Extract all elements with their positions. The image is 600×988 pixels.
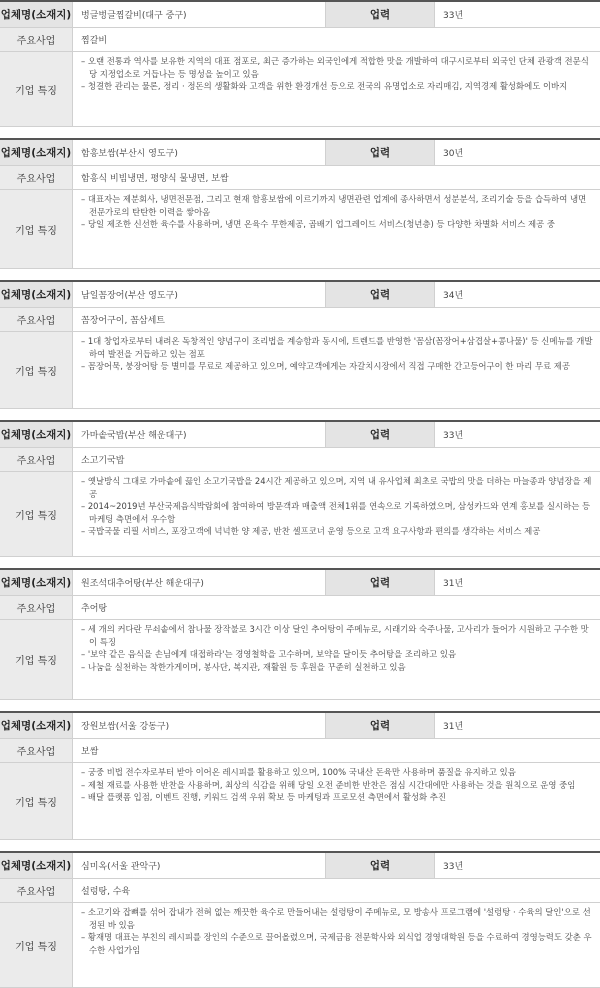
company-block xyxy=(0,138,600,269)
block-gap xyxy=(0,557,600,568)
company-years: 31년 xyxy=(434,570,600,595)
business-label: 주요사업 xyxy=(0,739,72,762)
business-row xyxy=(0,166,600,190)
company-header-row xyxy=(0,853,600,879)
company-header-row xyxy=(0,570,600,596)
business-label: 주요사업 xyxy=(0,166,72,189)
company-header-row xyxy=(0,2,600,28)
company-name: 남일꼼장어(부산 영도구) xyxy=(72,282,325,307)
years-label: 업력 xyxy=(325,570,434,595)
business-label: 주요사업 xyxy=(0,879,72,902)
feature-item: – 세 개의 커다란 무쇠솥에서 참나물 장작불로 3시간 이상 달인 추어탕이 주메뉴로, 시래기와 숙주나물, 고사리가 들어가 시원하고 구수한 맛이 특징 xyxy=(81,624,589,647)
company-business: 보쌈 xyxy=(72,739,600,762)
feature-item: – 청결한 관리는 물론, 정리 · 정돈의 생활화와 고객을 위한 환경개선 등으로 전국의 유명업소로 자리매김, 지역경제 활성화에도 이바지 xyxy=(81,81,568,91)
company-business: 설렁탕, 수육 xyxy=(72,879,600,902)
business-row xyxy=(0,308,600,332)
feature-item: – 궁중 비법 전수자로부터 받아 이어온 레시피를 활용하고 있으며, 100% 국내산 돈육만 사용하며 품질을 유지하고 있음 xyxy=(81,767,516,777)
business-label: 주요사업 xyxy=(0,448,72,471)
features-list xyxy=(72,620,600,699)
years-label: 업력 xyxy=(325,282,434,307)
features-row xyxy=(0,763,600,840)
features-row xyxy=(0,52,600,127)
feature-item: – 배달 플랫폼 입점, 이벤트 진행, 키워드 검색 우위 확보 등 마케팅과 프로모션 측면에서 활성화 추진 xyxy=(81,792,446,802)
features-label: 기업 특징 xyxy=(0,332,72,408)
block-gap xyxy=(0,269,600,280)
company-label: 업체명(소재지) xyxy=(0,140,72,165)
features-row xyxy=(0,332,600,409)
features-list xyxy=(72,763,600,839)
feature-item: – 나눔을 실천하는 착한가게이며, 봉사단, 복지관, 재활원 등 후원을 꾸준히 실천하고 있음 xyxy=(81,661,406,672)
block-gap xyxy=(0,409,600,420)
business-row xyxy=(0,448,600,472)
years-label: 업력 xyxy=(325,713,434,738)
company-name: 벙글벙글찜갈비(대구 중구) xyxy=(72,2,325,27)
company-years: 33년 xyxy=(434,422,600,447)
business-label: 주요사업 xyxy=(0,28,72,51)
feature-item: – 2014~2019년 부산국제음식박람회에 참여하여 방문객과 매출액 전체1위를 연속으로 기록하였으며, 삼성카드와 연계 홍보를 실시하는 등 마케팅 측면에서 우수함 xyxy=(81,501,591,524)
company-header-row xyxy=(0,422,600,448)
feature-item: – 당일 제조한 신선한 육수를 사용하며, 냉면 온육수 무한제공, 곱배기 업그레이드 서비스(청년층) 등 다양한 차별화 서비스 제공 중 xyxy=(81,219,555,229)
feature-item: – 옛날방식 그대로 가마솥에 끓인 소고기국밥을 24시간 제공하고 있으며, 지역 내 유사업체 최초로 국밥의 맛을 더하는 마늘종과 양념장을 제공 xyxy=(81,476,592,499)
company-name: 원조석대추어탕(부산 해운대구) xyxy=(72,570,325,595)
company-business: 찜갈비 xyxy=(72,28,600,51)
feature-item: – 오랜 전통과 역사를 보유한 지역의 대표 점포로, 최근 증가하는 외국인에게 적합한 맛을 개발하여 대구시로부터 외국인 단체 관광객 전문식당 지정업소로 거듭나는 등 명성을 높이고 있음 xyxy=(81,56,589,79)
company-business: 소고기국밥 xyxy=(72,448,600,471)
company-label: 업체명(소재지) xyxy=(0,2,72,27)
features-label: 기업 특징 xyxy=(0,620,72,699)
years-label: 업력 xyxy=(325,2,434,27)
company-years: 34년 xyxy=(434,282,600,307)
company-years: 33년 xyxy=(434,2,600,27)
features-list xyxy=(72,52,600,126)
company-years: 31년 xyxy=(434,713,600,738)
company-label: 업체명(소재지) xyxy=(0,282,72,307)
company-business: 함흥식 비빔냉면, 평양식 물냉면, 보쌈 xyxy=(72,166,600,189)
company-block xyxy=(0,568,600,700)
block-gap xyxy=(0,700,600,711)
features-label: 기업 특징 xyxy=(0,763,72,839)
company-name: 함흥보쌈(부산시 영도구) xyxy=(72,140,325,165)
features-label: 기업 특징 xyxy=(0,190,72,268)
business-row xyxy=(0,28,600,52)
features-label: 기업 특징 xyxy=(0,472,72,556)
features-label: 기업 특징 xyxy=(0,903,72,987)
block-gap xyxy=(0,840,600,851)
company-block xyxy=(0,280,600,409)
company-header-row xyxy=(0,282,600,308)
business-row xyxy=(0,879,600,903)
business-label: 주요사업 xyxy=(0,308,72,331)
years-label: 업력 xyxy=(325,140,434,165)
features-label: 기업 특징 xyxy=(0,52,72,126)
feature-item: – 황재명 대표는 부친의 레시피를 장인의 수준으로 끌어올렸으며, 국제금융 전문학사와 외식업 경영대학원 등을 수료하여 경영능력도 갖춘 우수한 사업가임 xyxy=(81,932,592,955)
company-block xyxy=(0,711,600,840)
features-list xyxy=(72,472,600,556)
feature-item: – 1대 창업자로부터 내려온 독창적인 양념구이 조리법을 계승함과 동시에, 트렌드를 반영한 '꼼삼(꼼장어+삼겹살+콩나물)' 등 신메뉴를 개발하여 발전을 거듭하고 있는 점포 xyxy=(81,336,593,359)
company-label: 업체명(소재지) xyxy=(0,570,72,595)
company-business: 꼼장어구이, 꼼삼세트 xyxy=(72,308,600,331)
company-name: 가마솥국밥(부산 해운대구) xyxy=(72,422,325,447)
company-block xyxy=(0,420,600,557)
feature-item: – 소고기와 잡뼈를 섞어 잡내가 전혀 없는 깨끗한 육수로 만들어내는 설렁탕이 주메뉴로, 모 방송사 프로그램에 '설렁탕 · 수육의 달인'으로 선정된 바 있음 xyxy=(81,907,591,930)
business-row xyxy=(0,739,600,763)
features-row xyxy=(0,620,600,700)
company-name: 심미옥(서울 관악구) xyxy=(72,853,325,878)
block-gap xyxy=(0,127,600,138)
company-label: 업체명(소재지) xyxy=(0,853,72,878)
features-list xyxy=(72,332,600,408)
features-list xyxy=(72,903,600,987)
feature-item: – 대표자는 제분회사, 냉면전문점, 그리고 현재 함흥보쌈에 이르기까지 냉면관련 업계에 종사하면서 성분분석, 조리기술 등을 습득하여 냉면전문가로의 탄탄한 이력을 쌓아옴 xyxy=(81,194,587,217)
business-row xyxy=(0,596,600,620)
business-label: 주요사업 xyxy=(0,596,72,619)
feature-item: – 국밥국물 리필 서비스, 포장고객에 넉넉한 양 제공, 반찬 셀프코너 운영 등으로 고객 요구사항과 편의를 생각하는 서비스 제공 xyxy=(81,526,541,536)
company-header-row xyxy=(0,713,600,739)
company-years: 33년 xyxy=(434,853,600,878)
company-header-row xyxy=(0,140,600,166)
features-row xyxy=(0,903,600,988)
features-row xyxy=(0,472,600,557)
features-row xyxy=(0,190,600,269)
feature-item: – 꼼장어묵, 붕장어탕 등 별미를 무료로 제공하고 있으며, 예약고객에게는 자갈치시장에서 직접 구매한 간고등어구이 한 마리 무료 제공 xyxy=(81,361,570,371)
years-label: 업력 xyxy=(325,422,434,447)
company-block xyxy=(0,851,600,988)
company-name: 장원보쌈(서울 강동구) xyxy=(72,713,325,738)
feature-item: – '보약 같은 음식을 손님에게 대접하라'는 경영철학을 고수하며, 보약을 달이듯 추어탕을 조리하고 있음 xyxy=(81,649,457,659)
company-label: 업체명(소재지) xyxy=(0,422,72,447)
years-label: 업력 xyxy=(325,853,434,878)
company-business: 추어탕 xyxy=(72,596,600,619)
company-block xyxy=(0,0,600,127)
company-label: 업체명(소재지) xyxy=(0,713,72,738)
company-years: 30년 xyxy=(434,140,600,165)
feature-item: – 제철 재료를 사용한 반찬을 사용하며, 최상의 식감을 위해 당일 오전 준비한 반찬은 점심 시간대에만 사용하는 것을 원칙으로 운영 중임 xyxy=(81,779,576,790)
features-list xyxy=(72,190,600,268)
